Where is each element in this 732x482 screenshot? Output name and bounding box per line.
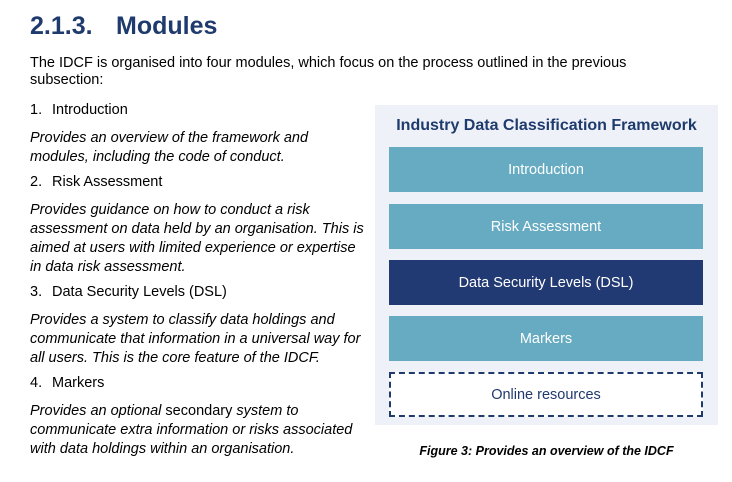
module-desc-1: Provides an overview of the framework and modules, including the code of conduct.: [30, 130, 309, 165]
box-data-security-levels: Data Security Levels (DSL): [389, 260, 703, 305]
box-markers: Markers: [389, 316, 703, 361]
box-online-resources: Online resources: [389, 372, 703, 417]
module-number: 2.: [30, 174, 43, 190]
module-number: 1.: [30, 102, 43, 118]
module-title-1: [30, 102, 370, 119]
module-list: [30, 102, 370, 466]
box-risk-assessment: Risk Assessment: [389, 204, 703, 249]
module-title-4: [30, 375, 370, 392]
module-desc-2: Provides guidance on how to conduct a risk assessment on data held by an organisation. This is aimed at users with limited experience or expertise in data risk assessment.: [30, 202, 364, 275]
module-desc-part: Provides an optional: [30, 403, 162, 419]
module-desc-part: secondary: [161, 403, 237, 419]
module-title-text: Markers: [52, 375, 105, 391]
module-title-2: [30, 174, 370, 191]
box-introduction: Introduction: [389, 147, 703, 192]
figure-title: Industry Data Classification Framework: [396, 117, 697, 134]
section-heading: [30, 12, 217, 41]
module-desc-3: Provides a system to classify data holdings and communicate that information in a universal way for all users. This is the core feature of the IDCF.: [30, 312, 361, 366]
intro-paragraph: The IDCF is organised into four modules, which focus on the process outlined in the previous subsection:: [30, 55, 627, 88]
framework-figure: [375, 105, 718, 425]
module-title-text: Introduction: [52, 102, 128, 118]
section-number: 2.1.3.: [30, 12, 93, 40]
figure-caption: Figure 3: Provides an overview of the IDCF: [419, 444, 674, 458]
module-number: 3.: [30, 284, 43, 300]
module-desc-4: [30, 402, 370, 459]
module-number: 4.: [30, 375, 43, 391]
module-title-text: Risk Assessment: [52, 174, 163, 190]
module-desc-part: system to communicate extra information or risks associated with data holdings within an organisation.: [30, 403, 353, 457]
module-title-text: Data Security Levels (DSL): [52, 284, 227, 300]
module-title-3: [30, 284, 370, 301]
section-title: Modules: [116, 12, 218, 40]
